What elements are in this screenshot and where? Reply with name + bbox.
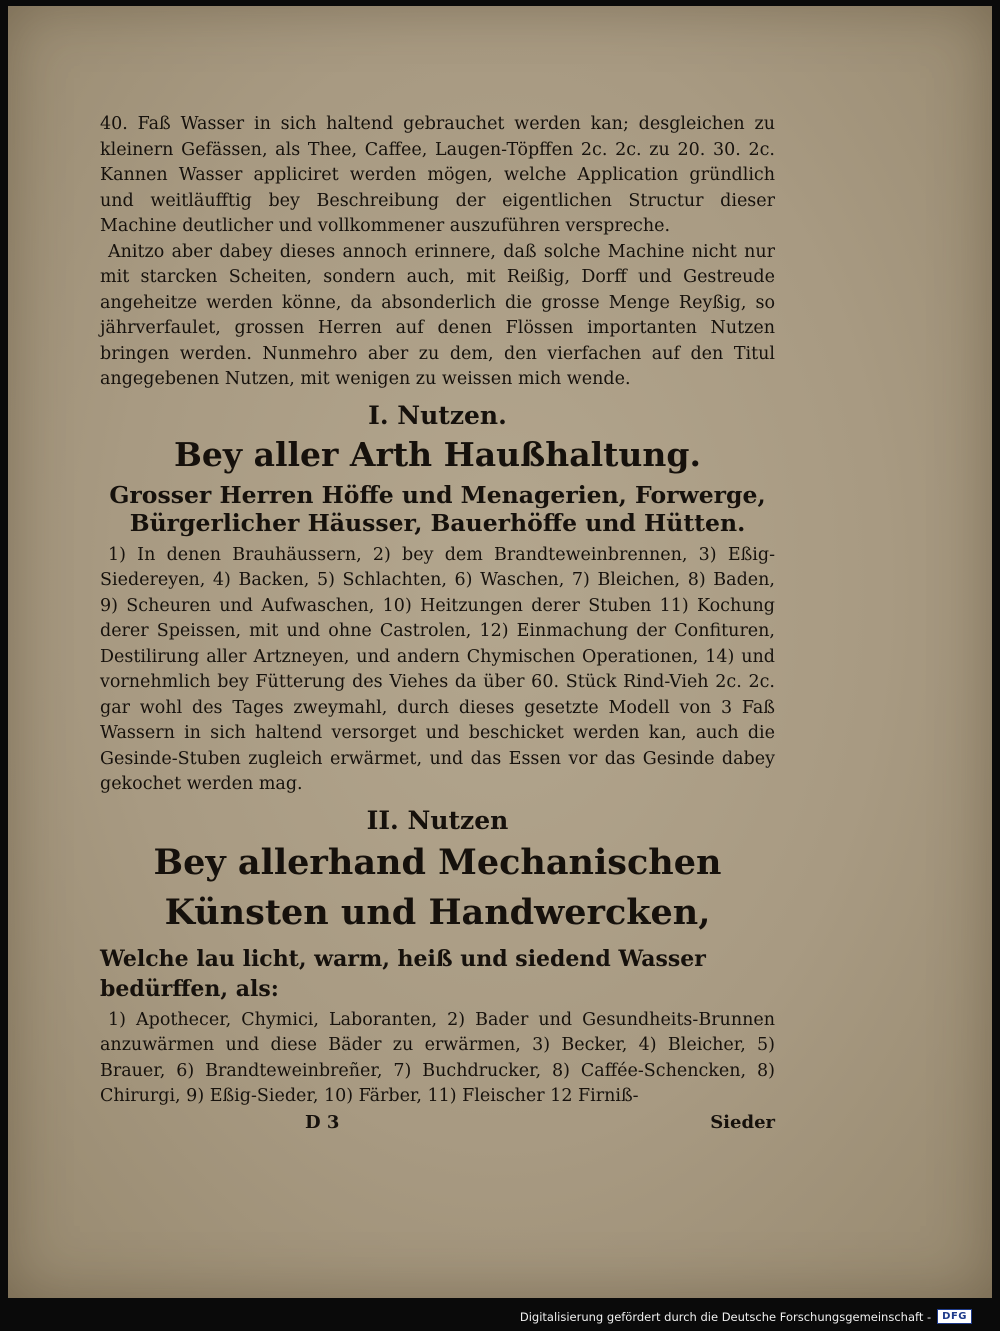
heading-nutzen-1: I. Nutzen. [368,400,507,430]
paragraph-2: Anitzo aber dabey dieses annoch erinnere, daß solche Machine nicht nur mit starcken Scheiten, sondern auch, mit Reißig, Dorff und Gestreude angeheitze werden könne, da absonderlich die grosse Menge Reyßig, so jährverfaulet, grossen Herren auf denen Flössen importanten Nutzen bringen werden. Nunmehro aber zu dem, den vierfachen auf den Titul angegebenen Nutzen, mit wenigen zu weissen mich wende. [100,241,775,389]
page-footer-line [100,1112,775,1133]
heading-herren-hoeffe: Grosser Herren Höffe und Menagerien, Forwerge, Bürgerlicher Häusser, Bauerhöffe und Hütten. [109,480,766,537]
digitization-credit [520,1309,972,1324]
page-text [100,112,775,1133]
signature-mark: D 3 [305,1111,340,1133]
paragraph-4: 1) Apothecer, Chymici, Laboranten, 2) Bader und Gesundheits-Brunnen anzuwärmen und diese Bäder zu erwärmen, 3) Becker, 4) Bleicher, 5) Brauer, 6) Brandteweinbreñer, 7) Buchdrucker, 8) Caffée-Schencken, 8) Chirurgi, 9) Eßig-Sieder, 10) Färber, 11) Fleischer 12 Firniß- [100,1009,775,1106]
heading-kuensten: Bey allerhand Mechanischen Künsten und Handwercken, [153,841,722,933]
dfg-logo: DFG [937,1309,972,1324]
paragraph-1: 40. Faß Wasser in sich haltend gebrauchet werden kan; desgleichen zu kleinern Gefässen, als Thee, Caffee, Laugen-Töpffen 2c. 2c. zu 20. 30. 2c. Kannen Wasser appliciret werden mögen, welche Application gründlich und weitläufftig bey Beschreibung der eigentlichen Structur dieser Machine deutlicher und vollkommener auszuführen verspreche. [100,114,775,236]
catchword: Sieder [710,1111,775,1133]
heading-haushaltung: Bey aller Arth Haußhaltung. [174,434,701,474]
credit-text: Digitalisierung gefördert durch die Deutsche Forschungsgemeinschaft - [519,1309,932,1324]
paragraph-3: 1) In denen Brauhäussern, 2) bey dem Brandteweinbrennen, 3) Eßig-Siedereyen, 4) Backen, 5) Schlachten, 6) Waschen, 7) Bleichen, 8) Baden, 9) Scheuren und Aufwaschen, 10) Heitzungen derer Stuben 11) Kochung derer Speissen, mit und ohne Castrolen, 12) Einmachung der Confituren, Destilirung aller Artzneyen, und andern Chymischen Operationen, 14) und vornehmlich bey Fütterung des Viehes da über 60. Stück Rind-Vieh 2c. 2c. gar wohl des Tages zweymahl, durch dieses gesetzte Modell von 3 Faß Wassern in sich haltend versorget und beschicket werden kan, auch die Gesinde-Stuben zugleich erwärmet, und das Essen vor das Gesinde dabey gekochet werden mag. [100,544,775,794]
heading-wasser: Welche lau licht, warm, heiß und siedend Wasser bedürffen, als: [100,945,706,1002]
heading-nutzen-2: II. Nutzen [366,805,509,835]
